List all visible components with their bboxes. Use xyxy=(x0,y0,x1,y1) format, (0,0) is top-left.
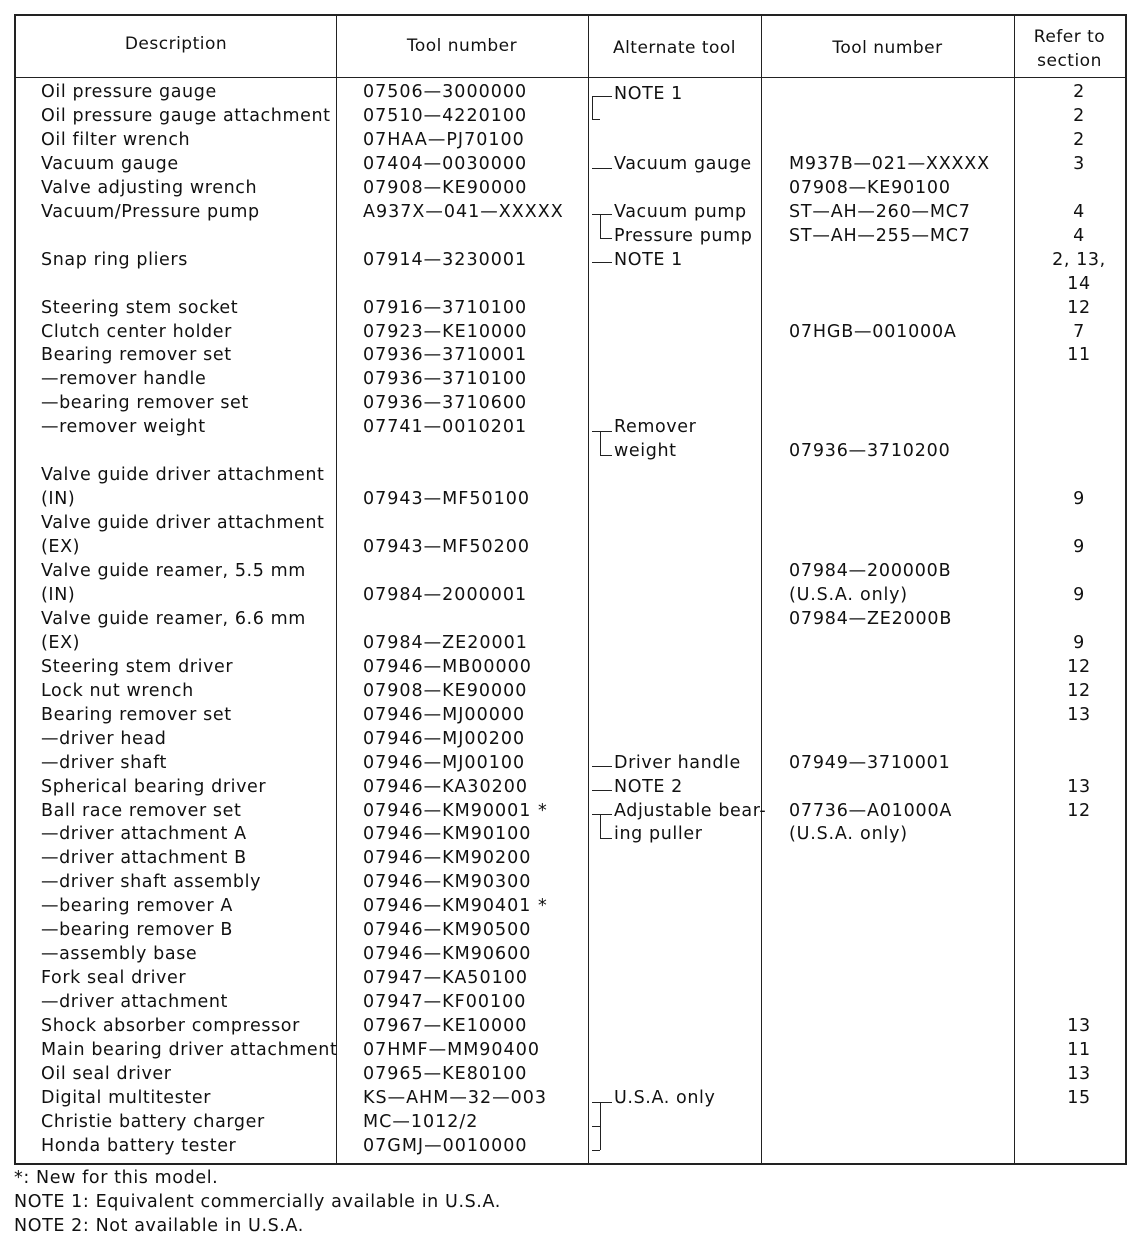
bracket-mark xyxy=(600,1102,601,1150)
tool-number-cell: 07946—MJ00100 xyxy=(363,752,526,773)
connector-mark xyxy=(592,790,612,791)
description-cell: Oil pressure gauge attachment xyxy=(41,105,331,126)
header-divider xyxy=(16,77,1125,78)
description-cell: (EX) xyxy=(41,537,81,558)
refer-section-cell: 9 xyxy=(1073,537,1085,558)
tool-number-cell: 07HAA—PJ70100 xyxy=(363,129,525,150)
tool-number-cell: 07946—KM90600 xyxy=(363,944,532,965)
description-cell: Honda battery tester xyxy=(41,1135,237,1156)
bracket-mark xyxy=(600,431,601,455)
alternate-tool-cell: NOTE 1 xyxy=(614,249,683,270)
refer-section-cell: 2, 13, xyxy=(1052,249,1106,270)
connector-mark xyxy=(592,262,612,263)
tool-number-cell: 07GMJ—0010000 xyxy=(363,1135,528,1156)
alt-tool-number-cell: 07HGB—001000A xyxy=(789,321,957,342)
connector-mark xyxy=(592,766,612,767)
description-cell: Bearing remover set xyxy=(41,704,232,725)
tool-number-cell: 07946—KM90401 * xyxy=(363,896,548,917)
tool-number-cell: 07908—KE90000 xyxy=(363,680,528,701)
description-cell: Valve guide driver attachment xyxy=(41,513,325,534)
alt-tool-number-cell: ST—AH—260—MC7 xyxy=(789,201,971,222)
alternate-tool-cell: Remover xyxy=(614,417,697,438)
connector-mark xyxy=(592,431,612,432)
tool-number-cell: 07946—KM90300 xyxy=(363,872,532,893)
description-cell: Main bearing driver attachment xyxy=(41,1040,338,1060)
tool-number-cell: 07946—KM90100 xyxy=(363,824,532,845)
header-alt-tool-number: Tool number xyxy=(832,38,943,58)
description-cell: Valve guide reamer, 5.5 mm xyxy=(41,561,306,581)
alternate-tool-cell: Driver handle xyxy=(614,752,741,773)
refer-section-cell: 13 xyxy=(1067,1063,1091,1084)
description-cell: —driver attachment B xyxy=(41,848,247,869)
description-cell: Fork seal driver xyxy=(41,968,187,989)
special-tools-table xyxy=(14,14,1127,1165)
description-cell: Valve guide driver attachment xyxy=(41,465,325,486)
alt-tool-number-cell: 07908—KE90100 xyxy=(789,177,951,198)
tool-number-cell: 07510—4220100 xyxy=(363,105,528,126)
description-cell: Bearing remover set xyxy=(41,345,232,366)
description-cell: Lock nut wrench xyxy=(41,680,194,701)
description-cell: Christie battery charger xyxy=(41,1111,265,1132)
connector-mark xyxy=(592,214,612,215)
alt-tool-number-cell: (U.S.A. only) xyxy=(789,584,908,605)
alternate-tool-cell: NOTE 2 xyxy=(614,776,683,797)
refer-section-cell: 4 xyxy=(1073,225,1085,246)
refer-section-cell: 2 xyxy=(1073,129,1085,150)
tool-number-cell: KS—AHM—32—003 xyxy=(363,1087,547,1108)
description-cell: —bearing remover set xyxy=(41,393,249,414)
column-divider xyxy=(336,16,337,1163)
refer-section-cell: 12 xyxy=(1067,297,1091,318)
refer-section-cell: 15 xyxy=(1067,1087,1091,1108)
description-cell: —assembly base xyxy=(41,944,198,965)
tool-number-cell: 07HMF—MM90400 xyxy=(363,1040,540,1060)
description-cell: (EX) xyxy=(41,632,81,653)
connector-mark xyxy=(592,1150,600,1151)
alternate-tool-cell: ing puller xyxy=(614,824,703,845)
alt-tool-number-cell: ST—AH—255—MC7 xyxy=(789,225,971,246)
column-divider xyxy=(761,16,762,1163)
alt-tool-number-cell: 07984—ZE2000B xyxy=(789,608,953,629)
description-cell: Snap ring pliers xyxy=(41,249,188,270)
refer-section-cell: 9 xyxy=(1073,489,1085,510)
tool-number-cell: 07936—3710100 xyxy=(363,369,528,390)
tool-number-cell: 07965—KE80100 xyxy=(363,1063,528,1084)
description-cell: —bearing remover A xyxy=(41,896,233,917)
tool-number-cell: 07741—0010201 xyxy=(363,417,528,438)
header-description: Description xyxy=(124,34,228,54)
description-cell: —driver attachment A xyxy=(41,824,247,845)
connector-mark xyxy=(592,814,612,815)
alt-tool-number-cell: 07984—200000B xyxy=(789,561,952,581)
alt-tool-number-cell: 07949—3710001 xyxy=(789,752,951,773)
tool-number-cell: 07946—KA30200 xyxy=(363,776,528,797)
refer-section-cell: 11 xyxy=(1067,345,1091,366)
connector-mark xyxy=(592,168,612,169)
description-cell: —driver attachment xyxy=(41,992,228,1013)
tool-number-cell: 07404—0030000 xyxy=(363,153,528,174)
refer-section-cell: 12 xyxy=(1067,680,1091,701)
tool-number-cell: 07923—KE10000 xyxy=(363,321,528,342)
bracket-mark xyxy=(600,814,601,838)
refer-section-cell: 2 xyxy=(1073,82,1085,102)
tool-number-cell: MC—1012/2 xyxy=(363,1111,479,1132)
alternate-tool-cell: Vacuum gauge xyxy=(614,153,752,174)
alternate-tool-cell: Vacuum pump xyxy=(614,201,747,222)
refer-section-cell: 7 xyxy=(1073,321,1085,342)
alternate-tool-cell: U.S.A. only xyxy=(614,1087,716,1108)
connector-mark xyxy=(600,238,612,239)
refer-section-cell: 12 xyxy=(1067,800,1091,821)
refer-section-cell: 3 xyxy=(1073,153,1085,174)
description-cell: Spherical bearing driver xyxy=(41,776,267,797)
refer-section-cell: 13 xyxy=(1067,704,1091,725)
tool-number-cell: 07936—3710001 xyxy=(363,345,528,366)
tool-number-cell: 07946—KM90200 xyxy=(363,848,532,869)
tool-number-cell: 07506—3000000 xyxy=(363,82,528,102)
tool-number-cell: A937X—041—XXXXX xyxy=(363,201,564,222)
description-cell: Clutch center holder xyxy=(41,321,232,342)
tool-number-cell: 07947—KA50100 xyxy=(363,968,528,989)
alternate-tool-cell: Adjustable bear- xyxy=(614,800,767,821)
refer-section-cell: 11 xyxy=(1067,1040,1091,1060)
description-cell: (IN) xyxy=(41,489,76,510)
refer-section-cell: 12 xyxy=(1067,656,1091,677)
description-cell: —bearing remover B xyxy=(41,920,233,941)
footnote-note2: NOTE 2: Not available in U.S.A. xyxy=(14,1216,304,1236)
tool-number-cell: 07946—MJ00200 xyxy=(363,728,526,749)
connector-mark xyxy=(592,1102,612,1103)
tool-number-cell: 07946—MJ00000 xyxy=(363,704,526,725)
description-cell: —remover handle xyxy=(41,369,207,390)
description-cell: —driver shaft assembly xyxy=(41,872,262,893)
description-cell: Oil pressure gauge xyxy=(41,82,217,102)
connector-mark xyxy=(592,96,612,97)
description-cell: Shock absorber compressor xyxy=(41,1016,300,1037)
description-cell: Oil seal driver xyxy=(41,1063,172,1084)
description-cell: —remover weight xyxy=(41,417,206,438)
tool-number-cell: 07946—MB00000 xyxy=(363,656,532,677)
alt-tool-number-cell: (U.S.A. only) xyxy=(789,824,908,845)
refer-section-cell: 9 xyxy=(1073,584,1085,605)
tool-number-cell: 07943—MF50200 xyxy=(363,537,531,558)
alternate-tool-cell: weight xyxy=(614,441,677,462)
header-tool-number: Tool number xyxy=(406,36,518,56)
description-cell: —driver head xyxy=(41,728,167,749)
description-cell: Oil filter wrench xyxy=(41,129,191,150)
footnote-asterisk: *: New for this model. xyxy=(14,1168,219,1188)
description-cell: Steering stem driver xyxy=(41,656,234,677)
tool-number-cell: 07914—3230001 xyxy=(363,249,528,270)
alt-tool-number-cell: 07936—3710200 xyxy=(789,441,951,462)
tool-number-cell: 07946—KM90500 xyxy=(363,920,532,941)
description-cell: Valve adjusting wrench xyxy=(41,177,258,198)
refer-section-cell: 2 xyxy=(1073,105,1085,126)
tool-number-cell: 07936—3710600 xyxy=(363,393,528,414)
tool-number-cell: 07916—3710100 xyxy=(363,297,528,318)
header-alternate-tool: Alternate tool xyxy=(612,38,737,58)
description-cell: Vacuum/Pressure pump xyxy=(41,201,260,222)
description-cell: Digital multitester xyxy=(41,1087,212,1108)
description-cell: (IN) xyxy=(41,584,76,605)
alt-tool-number-cell: M937B—021—XXXXX xyxy=(789,153,990,174)
bracket-mark xyxy=(600,214,601,238)
refer-section-cell: 9 xyxy=(1073,632,1085,653)
tool-number-cell: 07946—KM90001 * xyxy=(363,800,548,821)
alt-tool-number-cell: 07736—A01000A xyxy=(789,800,953,821)
description-cell: Steering stem socket xyxy=(41,297,239,318)
connector-mark xyxy=(592,1126,600,1127)
footnote-note1: NOTE 1: Equivalent commercially available in U.S.A. xyxy=(14,1192,501,1212)
description-cell: Vacuum gauge xyxy=(41,153,179,174)
description-cell: Valve guide reamer, 6.6 mm xyxy=(41,608,306,629)
refer-section-cell: 14 xyxy=(1067,273,1091,294)
connector-mark xyxy=(600,455,612,456)
column-divider xyxy=(1014,16,1015,1163)
connector-mark xyxy=(600,838,612,839)
refer-section-cell: 4 xyxy=(1073,201,1085,222)
header-refer-line2: section xyxy=(1037,51,1102,71)
header-refer-line1: Refer to xyxy=(1033,27,1106,47)
tool-number-cell: 07908—KE90000 xyxy=(363,177,528,198)
refer-section-cell: 13 xyxy=(1067,1016,1091,1037)
tool-number-cell: 07947—KF00100 xyxy=(363,992,527,1013)
tool-number-cell: 07984—ZE20001 xyxy=(363,632,528,653)
description-cell: Ball race remover set xyxy=(41,800,242,821)
tool-number-cell: 07984—2000001 xyxy=(363,584,528,605)
column-divider xyxy=(588,16,589,1163)
refer-section-cell: 13 xyxy=(1067,776,1091,797)
bracket-mark xyxy=(592,96,600,120)
description-cell: —driver shaft xyxy=(41,752,167,773)
tool-number-cell: 07967—KE10000 xyxy=(363,1016,528,1037)
note1-top-label: NOTE 1 xyxy=(614,84,683,104)
alternate-tool-cell: Pressure pump xyxy=(614,225,753,246)
tool-number-cell: 07943—MF50100 xyxy=(363,489,531,510)
